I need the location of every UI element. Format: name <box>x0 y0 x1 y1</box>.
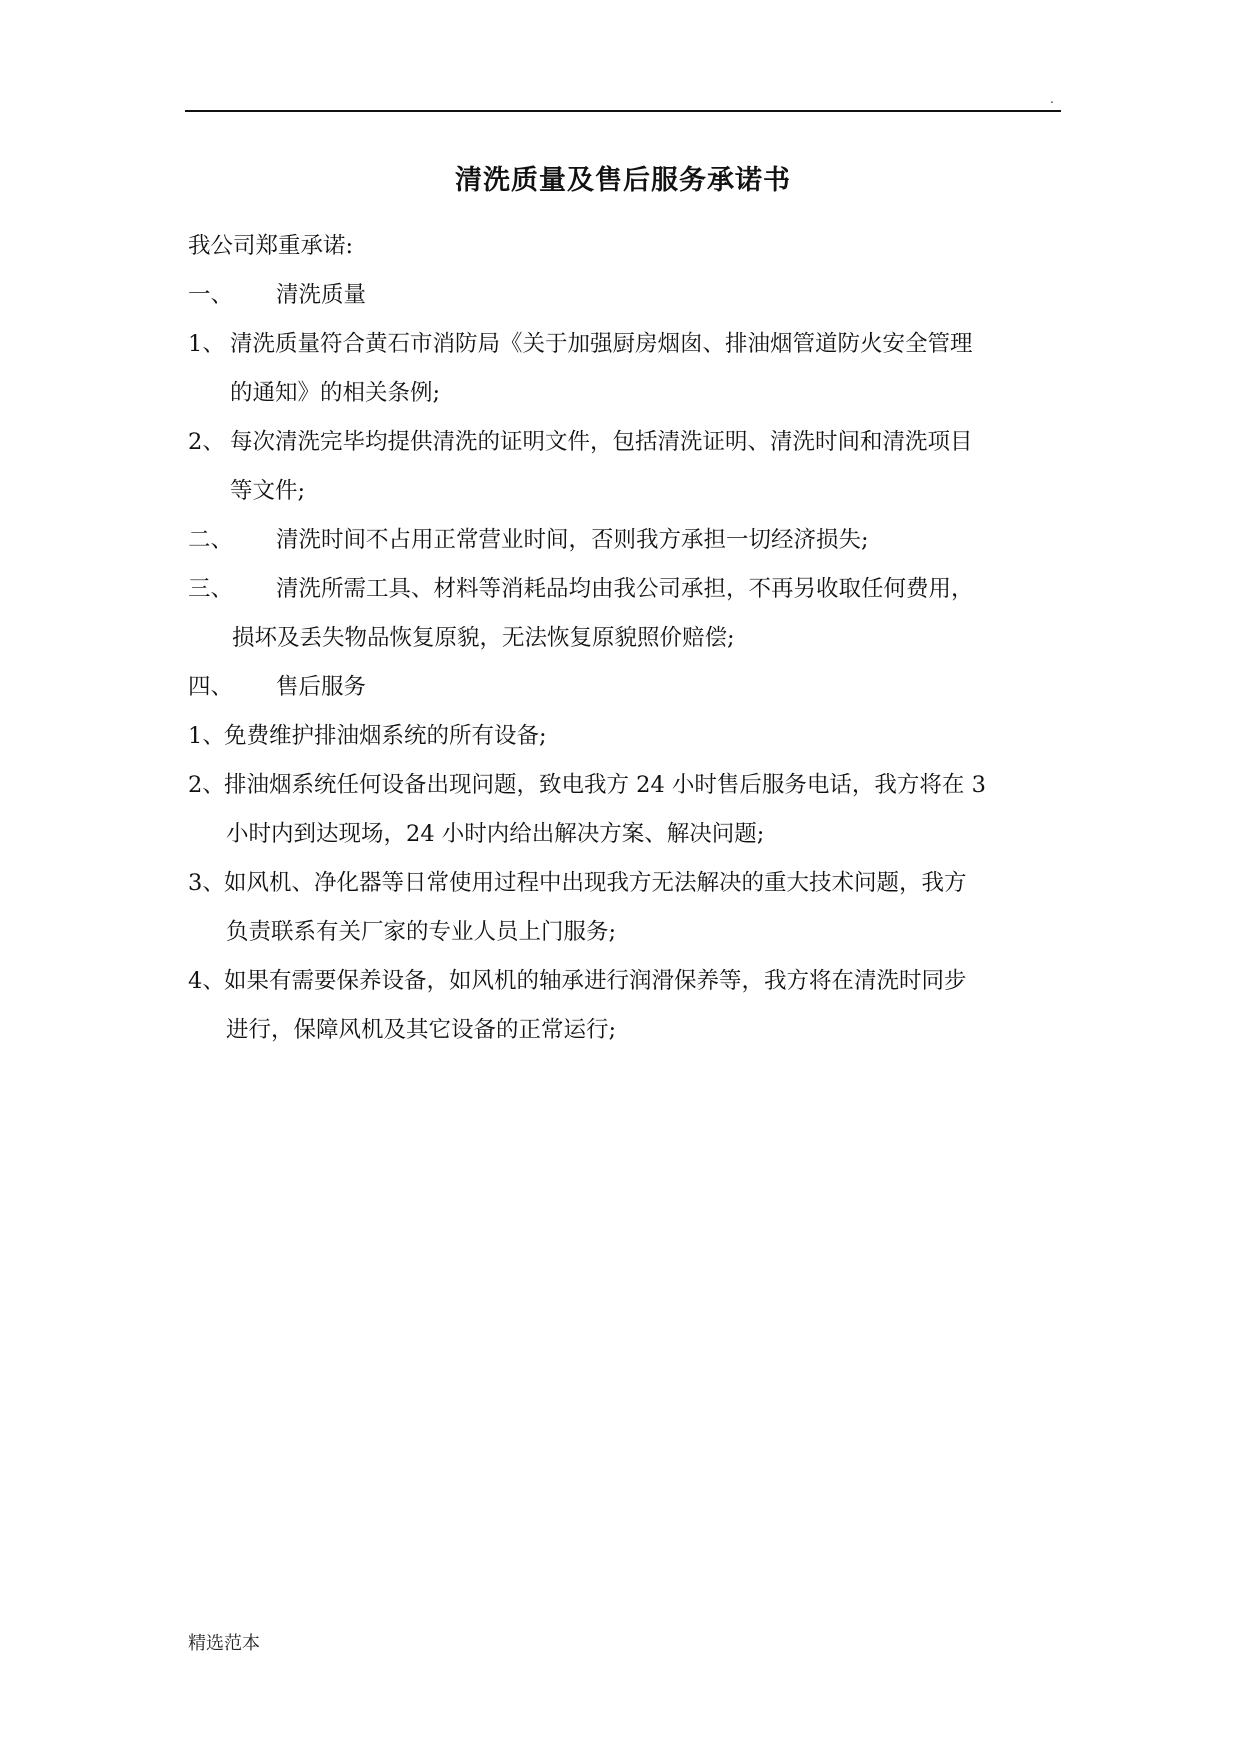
item-marker: 3、 <box>188 870 225 896</box>
section-text: 售后服务 <box>276 674 367 700</box>
section-heading <box>188 516 1068 565</box>
item-text: 免费维护排油烟系统的所有设备; <box>224 723 547 749</box>
list-item-continuation: 的通知》的相关条例; <box>230 380 441 406</box>
section-marker: 一、 <box>188 282 234 308</box>
item-marker: 2、 <box>188 772 225 798</box>
header-dot: . <box>1050 92 1054 106</box>
item-text: 清洗质量符合黄石市消防局《关于加强厨房烟囱、排油烟管道防火安全管理 <box>230 331 973 357</box>
item-text: 排油烟系统任何设备出现问题，致电我方 24 小时售后服务电话，我方将在 3 <box>224 772 986 798</box>
document-title: 清洗质量及售后服务承诺书 <box>455 165 791 196</box>
list-item <box>188 957 1068 1006</box>
item-marker: 1、 <box>188 331 225 357</box>
section-text: 清洗质量 <box>276 282 367 308</box>
section-heading <box>188 663 1068 712</box>
list-item-continuation: 进行，保障风机及其它设备的正常运行; <box>226 1017 617 1043</box>
item-text: 每次清洗完毕均提供清洗的证明文件，包括清洗证明、清洗时间和清洗项目 <box>230 429 973 455</box>
header-rule <box>185 110 1061 112</box>
list-item-continuation: 负责联系有关厂家的专业人员上门服务; <box>226 919 617 945</box>
item-marker: 4、 <box>188 968 225 994</box>
section-continuation: 损坏及丢失物品恢复原貌，无法恢复原貌照价赔偿; <box>232 625 735 651</box>
list-item <box>188 418 1068 467</box>
intro-line: 我公司郑重承诺: <box>188 233 354 259</box>
item-marker: 1、 <box>188 723 225 749</box>
section-marker: 四、 <box>188 674 234 700</box>
list-item-continuation: 等文件; <box>230 478 306 504</box>
list-item <box>188 761 1068 810</box>
document-body <box>188 222 1068 1055</box>
section-text: 清洗所需工具、材料等消耗品均由我公司承担，不再另收取任何费用， <box>276 576 974 602</box>
section-heading <box>188 271 1068 320</box>
section-text: 清洗时间不占用正常营业时间，否则我方承担一切经济损失; <box>276 527 869 553</box>
item-marker: 2、 <box>188 429 225 455</box>
section-marker: 三、 <box>188 576 234 602</box>
item-text: 如果有需要保养设备，如风机的轴承进行润滑保养等，我方将在清洗时同步 <box>224 968 967 994</box>
list-item <box>188 859 1068 908</box>
list-item <box>188 712 1068 761</box>
list-item <box>188 320 1068 369</box>
list-item-continuation: 小时内到达现场，24 小时内给出解决方案、解决问题; <box>226 821 765 847</box>
item-text: 如风机、净化器等日常使用过程中出现我方无法解决的重大技术问题，我方 <box>224 870 967 896</box>
section-heading <box>188 565 1068 614</box>
section-marker: 二、 <box>188 527 234 553</box>
footer-text: 精选范本 <box>188 1633 260 1654</box>
